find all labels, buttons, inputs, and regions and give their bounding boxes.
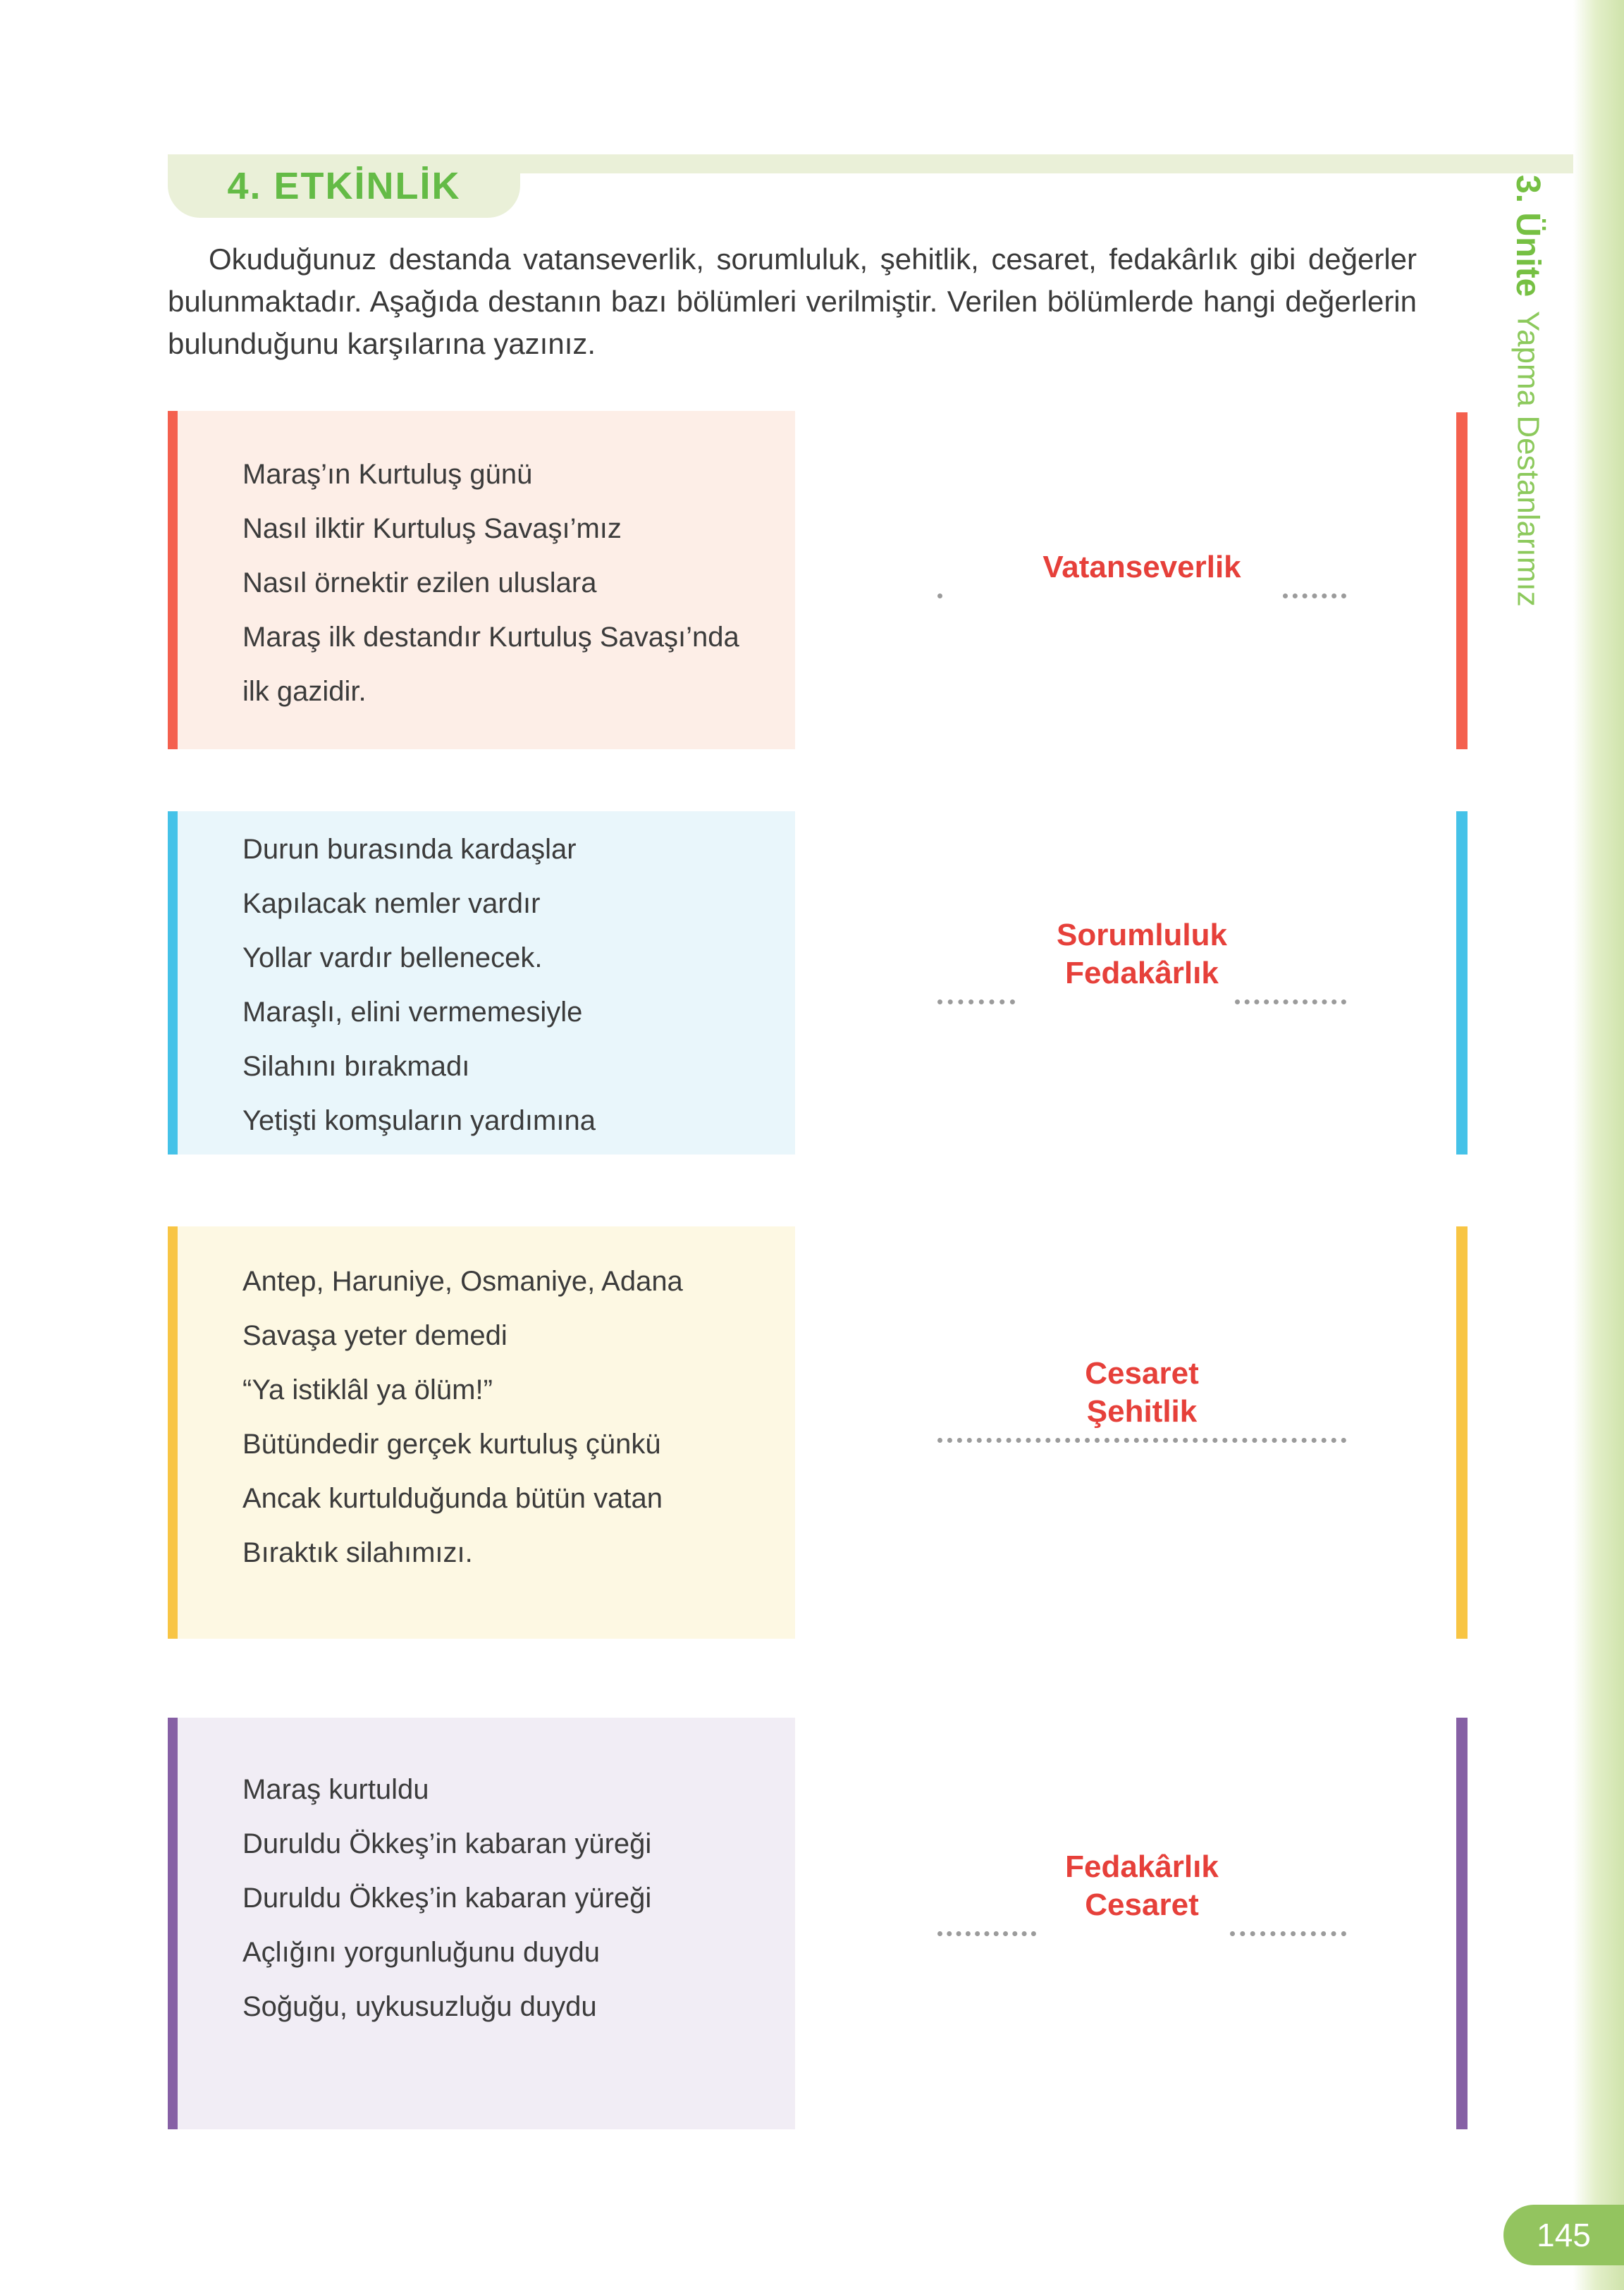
answer-area-1 [937,548,1346,598]
unit-number: 3. Ünite [1509,175,1546,297]
poem-box-4-text [178,1718,795,2129]
answer-accent-bar-3 [1456,1226,1468,1639]
answer-text-4 [1065,1848,1219,1924]
answer-value: Şehitlik [1086,1394,1198,1429]
poem-line: Duruldu Ökkeş’in kabaran yüreği [242,1828,652,1859]
answer-accent-bar-4 [1456,1718,1468,2129]
unit-title: Yapma Destanlarımız [1511,311,1546,608]
poem-box-2-text [178,811,795,1155]
answer-value: Sorumluluk [1056,918,1228,952]
poem-line: Durun burasında kardaşlar [242,834,577,865]
answer-area-4 [937,1848,1346,1936]
answer-write-line-2 [937,999,1346,1004]
poem-line: Nasıl örnektir ezilen uluslara [242,567,597,598]
poem-line: Soğuğu, uykusuzluğu duydu [242,1991,597,2022]
poem-box-1 [168,411,795,749]
dotted-segment-left [937,999,1015,1004]
answer-value: Vatanseverlik [1042,550,1241,584]
dotted-segment-left [937,1931,1036,1936]
answer-area-2 [937,916,1346,1004]
answer-value: Fedakârlık [1065,1849,1219,1884]
poem-box-4 [168,1718,795,2129]
poem-line: “Ya istiklâl ya ölüm!” [242,1374,493,1405]
poem-line: Maraş kurtuldu [242,1774,429,1805]
poem-line: Ancak kurtulduğunda bütün vatan [242,1483,663,1514]
poem-box-4-left-bar [168,1718,178,2129]
poem-line: Bütündedir gerçek kurtuluş çünkü [242,1429,661,1460]
poem-line: Maraş ilk destandır Kurtuluş Savaşı’nda [242,622,739,653]
poem-box-2 [168,811,795,1155]
dotted-segment-left [937,1438,1139,1443]
page-edge-gradient [1573,0,1624,2290]
unit-sidebar [1508,175,1547,607]
answer-text-1 [1042,548,1241,586]
answer-value: Fedakârlık [1065,956,1219,990]
poem-line: Yetişti komşuların yardımına [242,1105,596,1136]
answer-text-2 [1057,916,1227,992]
poem-line: Antep, Haruniye, Osmaniye, Adana [242,1266,683,1297]
poem-box-3-text [178,1226,795,1639]
dotted-segment-right [1283,593,1346,598]
answer-write-line-4 [937,1931,1346,1936]
poem-line: Bıraktık silahımızı. [242,1537,473,1568]
instruction-text: Okuduğunuz destanda vatanseverlik, sorumluluk, şehitlik, cesaret, fedakârlık gibi değerler bulunmaktadır. Aşağıda destanın bazı bölümleri verilmiştir. Verilen bölümlerde hangi değerlerin bulunduğunu karşılarına yazınız. [168,242,1417,360]
poem-line: Maraşlı, elini vermemesiyle [242,997,583,1028]
dotted-segment-left [937,593,946,598]
poem-box-1-left-bar [168,411,178,749]
answer-write-line-3 [937,1438,1346,1443]
poem-line: Duruldu Ökkeş’in kabaran yüreği [242,1883,652,1914]
activity-banner [168,154,520,218]
activity-title: 4. ETKİNLİK [227,165,461,207]
activity-banner-strip [493,154,1573,173]
poem-line: Maraş’ın Kurtuluş günü [242,459,533,490]
poem-line: Nasıl ilktir Kurtuluş Savaşı’mız [242,513,622,544]
poem-box-3 [168,1226,795,1639]
dotted-segment-right [1235,999,1346,1004]
dotted-segment-right [1230,1931,1346,1936]
answer-write-line-1 [937,593,1346,598]
poem-line: Açlığını yorgunluğunu duydu [242,1937,601,1968]
poem-line: Kapılacak nemler vardır [242,888,541,919]
answer-accent-bar-1 [1456,412,1468,749]
answer-accent-bar-2 [1456,811,1468,1155]
poem-line: Savaşa yeter demedi [242,1320,508,1351]
answer-area-3 [937,1355,1346,1443]
page-number-pill [1503,2205,1624,2265]
poem-box-2-left-bar [168,811,178,1155]
page-number: 145 [1537,2217,1591,2253]
poem-line: Yollar vardır bellenecek. [242,942,543,973]
answer-value: Cesaret [1085,1356,1199,1391]
poem-box-1-text [178,411,795,749]
answer-text-3 [1085,1355,1198,1431]
poem-box-3-left-bar [168,1226,178,1639]
poem-line: Silahını bırakmadı [242,1051,470,1082]
answer-value: Cesaret [1085,1888,1199,1922]
poem-line: ilk gazidir. [242,676,367,707]
dotted-segment-right [1143,1438,1346,1443]
